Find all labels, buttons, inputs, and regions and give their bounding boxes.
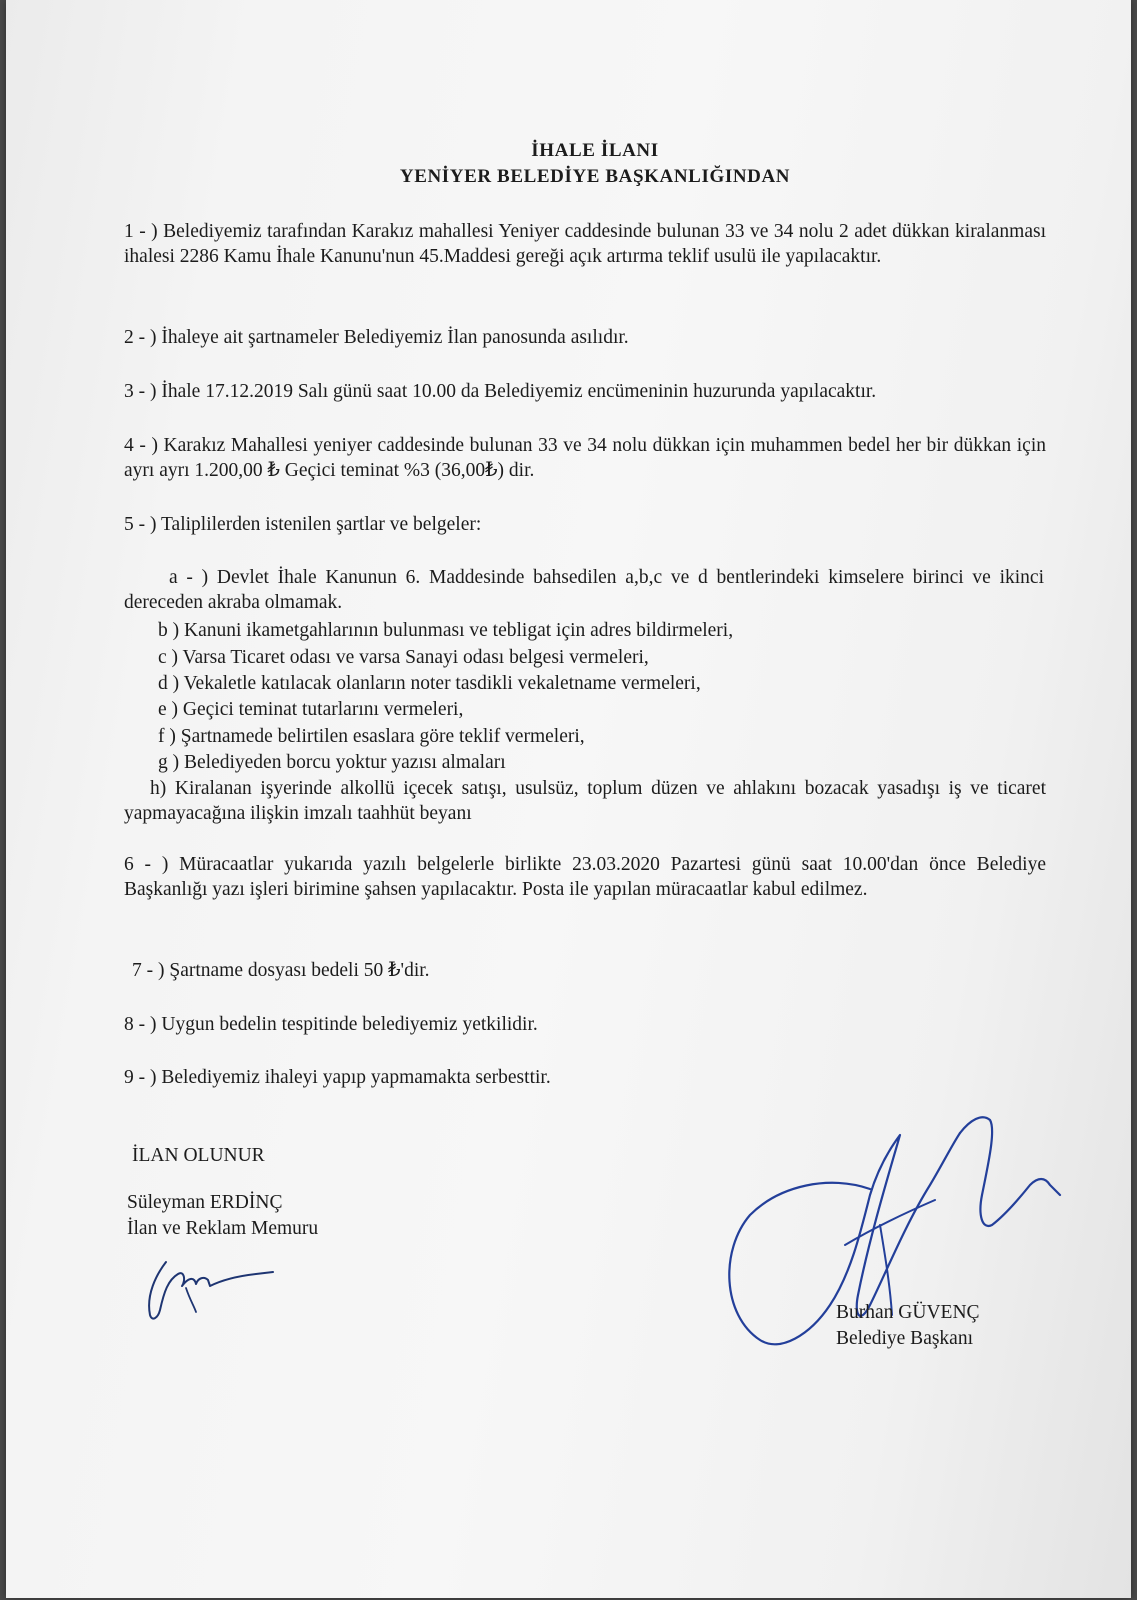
item-9: 9 - ) Belediyemiz ihaleyi yapıp yapmamakta serbesttir.	[124, 1067, 551, 1088]
condition-e: e ) Geçici teminat tutarlarını vermeleri,	[158, 699, 464, 720]
condition-h: h) Kiralanan işyerinde alkollü içecek satışı, usulsüz, toplum düzen ve ahlakını bozacak yasadışı iş ve ticaret yapmayacağına ilişkin imzalı taahhüt beyanı	[124, 778, 1046, 824]
document-subtitle: YENİYER BELEDİYE BAŞKANLIĞINDAN	[399, 166, 791, 187]
item-8: 8 - ) Uygun bedelin tespitinde belediyemiz yetkilidir.	[124, 1014, 538, 1035]
item-6: 6 - ) Müracaatlar yukarıda yazılı belgelerle birlikte 23.03.2020 Pazartesi günü saat 10.00'dan önce Belediye Başkanlığı yazı işleri birimine şahsen yapılacaktır. Posta ile yapılan müracaatlar kabul edilmez.	[124, 854, 1046, 900]
item-7: 7 - ) Şartname dosyası bedeli 50 ₺'dir.	[132, 960, 430, 981]
item-1: 1 - ) Belediyemiz tarafından Karakız mahallesi Yeniyer caddesinde bulunan 33 ve 34 nolu 2 adet dükkan kiralanması ihalesi 2286 Kamu İhale Kanunu'nun 45.Maddesi gereği açık artırma teklif usulü ile yapılacaktır.	[124, 221, 1046, 267]
left-signature	[138, 1240, 298, 1330]
condition-c: c ) Varsa Ticaret odası ve varsa Sanayi odası belgesi vermeleri,	[158, 647, 649, 668]
item-4: 4 - ) Karakız Mahallesi yeniyer caddesinde bulunan 33 ve 34 nolu dükkan için muhammen bedel her bir dükkan için ayrı ayrı 1.200,00 ₺ Geçici teminat %3 (36,00₺) dir.	[124, 435, 1046, 481]
condition-d: d ) Vekaletle katılacak olanların noter tasdikli vekaletname vermeleri,	[158, 673, 701, 694]
item-3: 3 - ) İhale 17.12.2019 Salı günü saat 10.00 da Belediyemiz encümeninin huzurunda yapılacaktır.	[124, 381, 877, 402]
condition-a: a - ) Devlet İhale Kanunun 6. Maddesinde bahsedilen a,b,c ve d bentlerindeki kimselere birinci ve ikinci dereceden akraba olmamak.	[124, 567, 1044, 613]
item-2: 2 - ) İhaleye ait şartnameler Belediyemiz İlan panosunda asılıdır.	[124, 327, 629, 348]
right-signatory-title: Belediye Başkanı	[836, 1328, 974, 1349]
condition-b: b ) Kanuni ikametgahlarının bulunması ve tebligat için adres bildirmeleri,	[158, 620, 734, 641]
condition-f: f ) Şartnamede belirtilen esaslara göre teklif vermeleri,	[158, 726, 585, 747]
left-signatory-title: İlan ve Reklam Memuru	[127, 1218, 319, 1239]
document-title: İHALE İLANI	[531, 140, 659, 161]
right-signatory-name: Burhan GÜVENÇ	[836, 1302, 980, 1323]
condition-g: g ) Belediyeden borcu yoktur yazısı almaları	[158, 752, 506, 773]
item-5: 5 - ) Taliplilerden istenilen şartlar ve belgeler:	[124, 514, 482, 535]
left-signatory-name: Süleyman ERDİNÇ	[127, 1192, 283, 1213]
closing-statement: İLAN OLUNUR	[132, 1145, 265, 1166]
